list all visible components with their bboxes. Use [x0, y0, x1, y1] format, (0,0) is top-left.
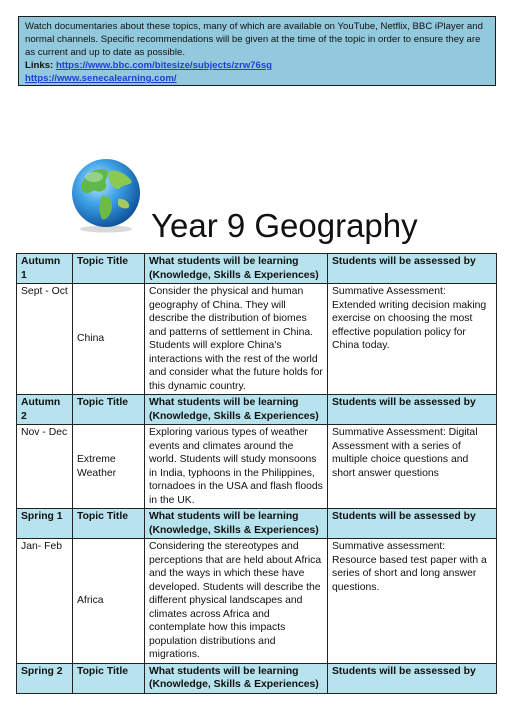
links-line-2 [25, 72, 489, 85]
topic-title-header: Topic Title [73, 509, 145, 539]
learning-header: What students will be learning (Knowledge, Skills & Experiences) [145, 509, 328, 539]
learning-description: Exploring various types of weather events and climates around the world. Students will study monsoons in India, typhoons in the Philippines, tornadoes in the USA and flash floods in the UK. [145, 425, 328, 509]
links-label: Links: [25, 60, 54, 71]
term-header-row [17, 395, 497, 425]
term-label: Spring 2 [17, 663, 73, 693]
assessment-header: Students will be assessed by [328, 663, 497, 693]
term-header-row [17, 663, 497, 693]
learning-header: What students will be learning (Knowledge, Skills & Experiences) [145, 254, 328, 284]
learning-description: Consider the physical and human geography of China. They will describe the distribution of biomes and patterns of settlement in China. Students will explore China's interactions with the rest of the world and consider what the future holds for this dynamic country. [145, 284, 328, 395]
assessment-header: Students will be assessed by [328, 254, 497, 284]
term-label: Autumn 2 [17, 395, 73, 425]
learning-header: What students will be learning (Knowledge, Skills & Experiences) [145, 663, 328, 693]
page-title: Year 9 Geography [151, 207, 418, 244]
seneca-link[interactable]: https://www.senecalearning.com/ [25, 73, 177, 84]
globe-icon [66, 155, 146, 235]
topic-title-header: Topic Title [73, 254, 145, 284]
topic-title: Africa [73, 539, 145, 664]
info-text: Watch documentaries about these topics, many of which are available on YouTube, Netflix, BBC iPlayer and normal channels. Specific recommendations will be given at the time of the topic in order to ensure they are as current and up to date as possible. [25, 21, 483, 58]
assessment-header: Students will be assessed by [328, 395, 497, 425]
links-line [25, 59, 489, 72]
curriculum-table [16, 253, 497, 694]
topic-title: Extreme Weather [73, 425, 145, 509]
term-dates: Jan- Feb [17, 539, 73, 664]
info-box [18, 16, 496, 86]
term-label: Autumn 1 [17, 254, 73, 284]
assessment-description: Summative assessment: Resource based test paper with a series of short and long answer questions. [328, 539, 497, 664]
learning-header: What students will be learning (Knowledge, Skills & Experiences) [145, 395, 328, 425]
term-dates: Nov - Dec [17, 425, 73, 509]
assessment-header: Students will be assessed by [328, 509, 497, 539]
term-header-row [17, 254, 497, 284]
assessment-description: Summative Assessment: Extended writing decision making exercise on choosing the most effective population policy for China today. [328, 284, 497, 395]
topic-title: China [73, 284, 145, 395]
term-content-row [17, 425, 497, 509]
learning-description: Considering the stereotypes and perceptions that are held about Africa and the ways in which these have developed. Students will describe the different physical landscapes and climates across Africa and contemplate how this impacts population distributions and migrations. [145, 539, 328, 664]
term-dates: Sept - Oct [17, 284, 73, 395]
term-content-row [17, 284, 497, 395]
term-header-row [17, 509, 497, 539]
term-label: Spring 1 [17, 509, 73, 539]
bbc-bitesize-link[interactable]: https://www.bbc.com/bitesize/subjects/zrw76sg [55, 60, 273, 71]
term-content-row [17, 539, 497, 664]
assessment-description: Summative Assessment: Digital Assessment with a series of multiple choice questions and short answer questions [328, 425, 497, 509]
topic-title-header: Topic Title [73, 395, 145, 425]
topic-title-header: Topic Title [73, 663, 145, 693]
